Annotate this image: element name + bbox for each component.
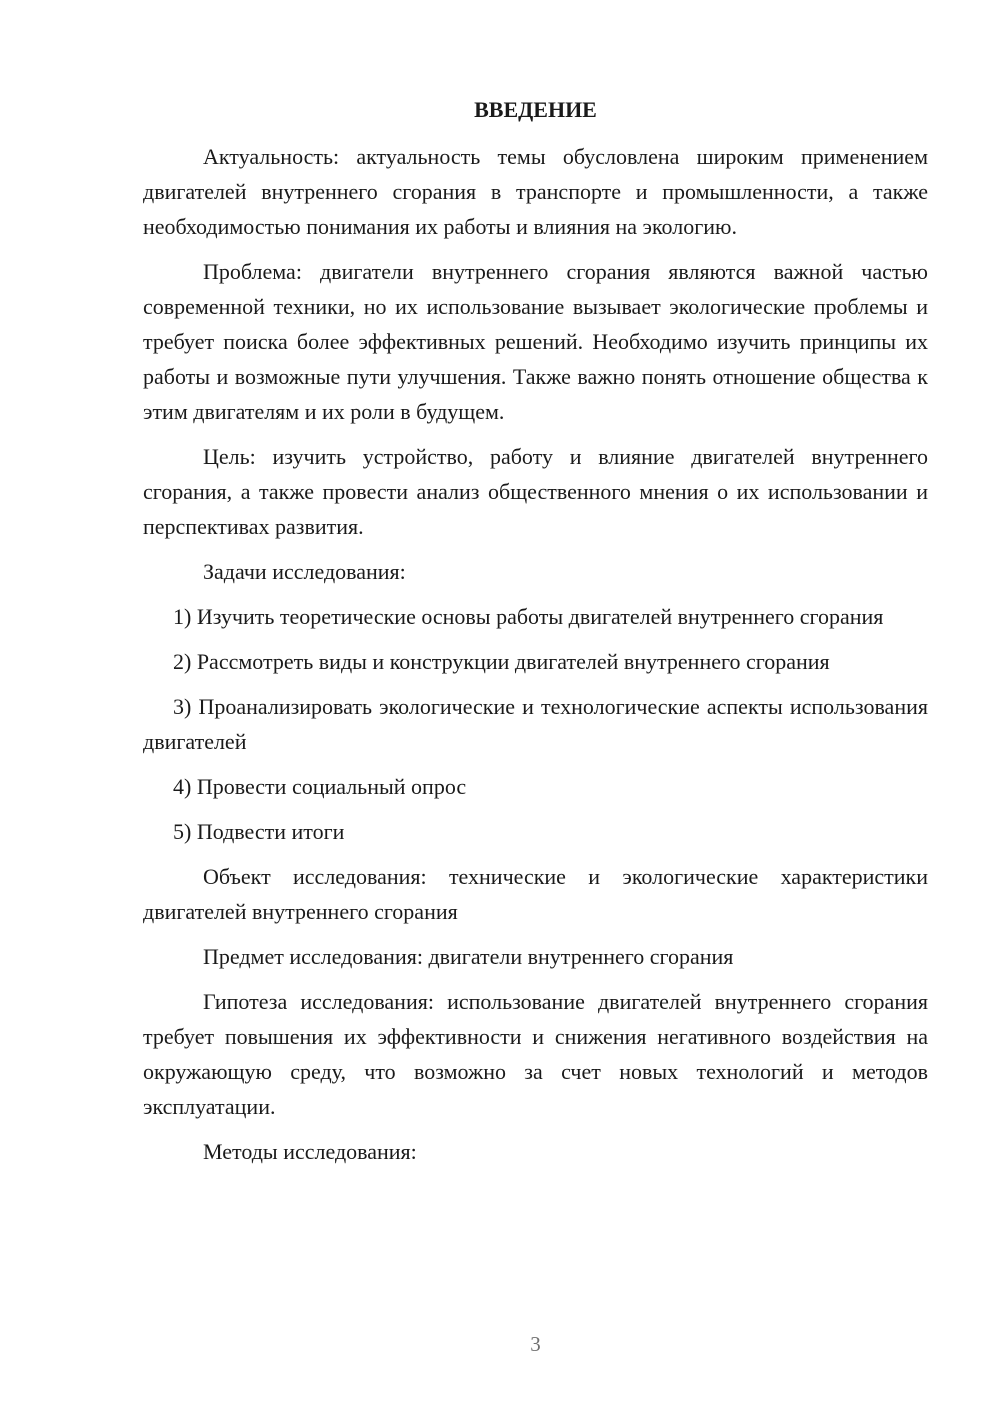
paragraph-problem: Проблема: двигатели внутреннего сгорания являются важной частью современной техники, но их использование вызывает экологические проблемы и требует поиска более эффективных решений. Необходимо изучить принципы их работы и возможные пути улучшения. Также важно понять отношение общества к этим двигателям и их роли в будущем. xyxy=(143,259,928,424)
task-item-3: 3) Проанализировать экологические и технологические аспекты использования двигателей xyxy=(143,694,928,754)
paragraph-subject: Предмет исследования: двигатели внутреннего сгорания xyxy=(203,944,734,969)
paragraph-relevance: Актуальность: актуальность темы обусловлена широким применением двигателей внутреннего сгорания в транспорте и промышленности, а также необходимостью понимания их работы и влияния на экологию. xyxy=(143,144,928,239)
tasks-heading: Задачи исследования: xyxy=(203,559,406,584)
task-item-5: 5) Подвести итоги xyxy=(173,819,345,844)
paragraph-hypothesis: Гипотеза исследования: использование двигателей внутреннего сгорания требует повышения их эффективности и снижения негативного воздействия на окружающую среду, что возможно за счет новых технологий и методов эксплуатации. xyxy=(143,989,928,1119)
task-item-2: 2) Рассмотреть виды и конструкции двигателей внутреннего сгорания xyxy=(173,649,830,674)
methods-heading: Методы исследования: xyxy=(203,1139,417,1164)
task-item-4: 4) Провести социальный опрос xyxy=(173,774,467,799)
task-item-1: 1) Изучить теоретические основы работы двигателей внутреннего сгорания xyxy=(173,604,884,629)
page-number: 3 xyxy=(530,1332,541,1356)
section-title: ВВЕДЕНИЕ xyxy=(474,97,597,122)
paragraph-goal: Цель: изучить устройство, работу и влияние двигателей внутреннего сгорания, а также провести анализ общественного мнения о их использовании и перспективах развития. xyxy=(143,444,928,539)
paragraph-object: Объект исследования: технические и экологические характеристики двигателей внутреннего сгорания xyxy=(143,864,928,924)
document-page xyxy=(143,92,928,1179)
